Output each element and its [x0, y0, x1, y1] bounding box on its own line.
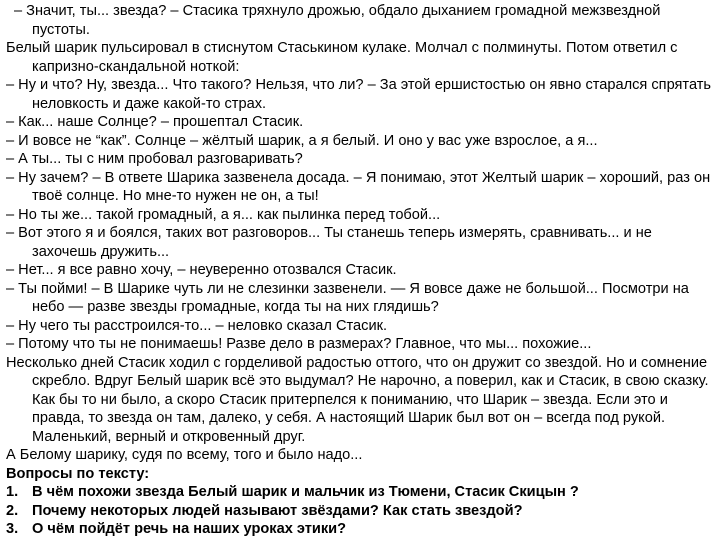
- paragraph-5: – И вовсе не “как”. Солнце – жёлтый шарик, а я белый. И оно у вас уже взрослое, а я...: [6, 132, 598, 149]
- paragraph-13: – Потому что ты не понимаешь! Разве дело в размерах? Главное, что мы... похожие...: [6, 336, 592, 352]
- paragraph-4: – Как... наше Солнце? – прошептал Стасик.: [6, 114, 304, 130]
- paragraph-14: Несколько дней Стасик ходил с горделивой радостью оттого, что он дружит со звездой. Но и сомнение скребло. Вдруг Белый шарик всё это выдумал? Не нарочно, а поверил, как и Стасик, в свою сказку. Как бы то ни было, а скоро Стасик притерпелся к пониманию, что Шарик – звезда. Если это и правда, то звезда он там, далеко, у себя. А настоящий Шарик был вот он – всегда под рукой. Маленький, верный и откровенный друг.: [6, 354, 709, 445]
- paragraph-12: – Ну чего ты расстроился-то... – неловко сказал Стасик.: [6, 317, 388, 334]
- question-1: [6, 483, 712, 502]
- paragraph-11: – Ты пойми! – В Шарике чуть ли не слезинки зазвенели. — Я вовсе даже не большой... Посмотри на небо — разве звезды громадные, когда ты на них глядишь?: [6, 280, 689, 315]
- paragraph-8: – Но ты же... такой громадный, а я... как пылинка перед тобой...: [6, 206, 441, 223]
- question-3: [6, 520, 712, 539]
- question-number: 2.: [6, 502, 19, 519]
- question-text: Почему некоторых людей называют звёздами? Как стать звездой?: [32, 502, 523, 519]
- questions-title: Вопросы по тексту:: [6, 465, 150, 482]
- question-text: О чём пойдёт речь на наших уроках этики?: [32, 521, 347, 537]
- paragraph-3: – Ну и что? Ну, звезда... Что такого? Нельзя, что ли? – За этой ершистостью он явно старался спрятать неловкость и даже какой-то страх.: [6, 77, 712, 112]
- paragraph-7: – Ну зачем? – В ответе Шарика зазвенела досада. – Я понимаю, этот Желтый шарик – хороший, раз он твоё солнце. Но мне-то нужен не он, а ты!: [6, 169, 711, 204]
- question-2: [6, 502, 712, 521]
- paragraph-15: А Белому шарику, судя по всему, того и было надо...: [6, 447, 363, 463]
- question-number: 3.: [6, 521, 19, 537]
- paragraph-10: – Нет... я все равно хочу, – неуверенно отозвался Стасик.: [6, 262, 397, 278]
- paragraph-1: – Значит, ты... звезда? – Стасика тряхнуло дрожью, обдало дыханием громадной межзвездной пустоты.: [14, 3, 661, 38]
- paragraph-6: – А ты... ты с ним пробовал разговаривать?: [6, 151, 303, 167]
- paragraph-2: Белый шарик пульсировал в стиснутом Стаськином кулаке. Молчал с полминуты. Потом ответил с капризно-скандальной ноткой:: [6, 40, 678, 75]
- question-number: 1.: [6, 484, 19, 500]
- paragraph-9: – Вот этого я и боялся, таких вот разговоров... Ты станешь теперь измерять, сравнивать... и не захочешь дружить...: [6, 225, 652, 260]
- question-text: В чём похожи звезда Белый шарик и мальчик из Тюмени, Стасик Скицын ?: [32, 484, 579, 500]
